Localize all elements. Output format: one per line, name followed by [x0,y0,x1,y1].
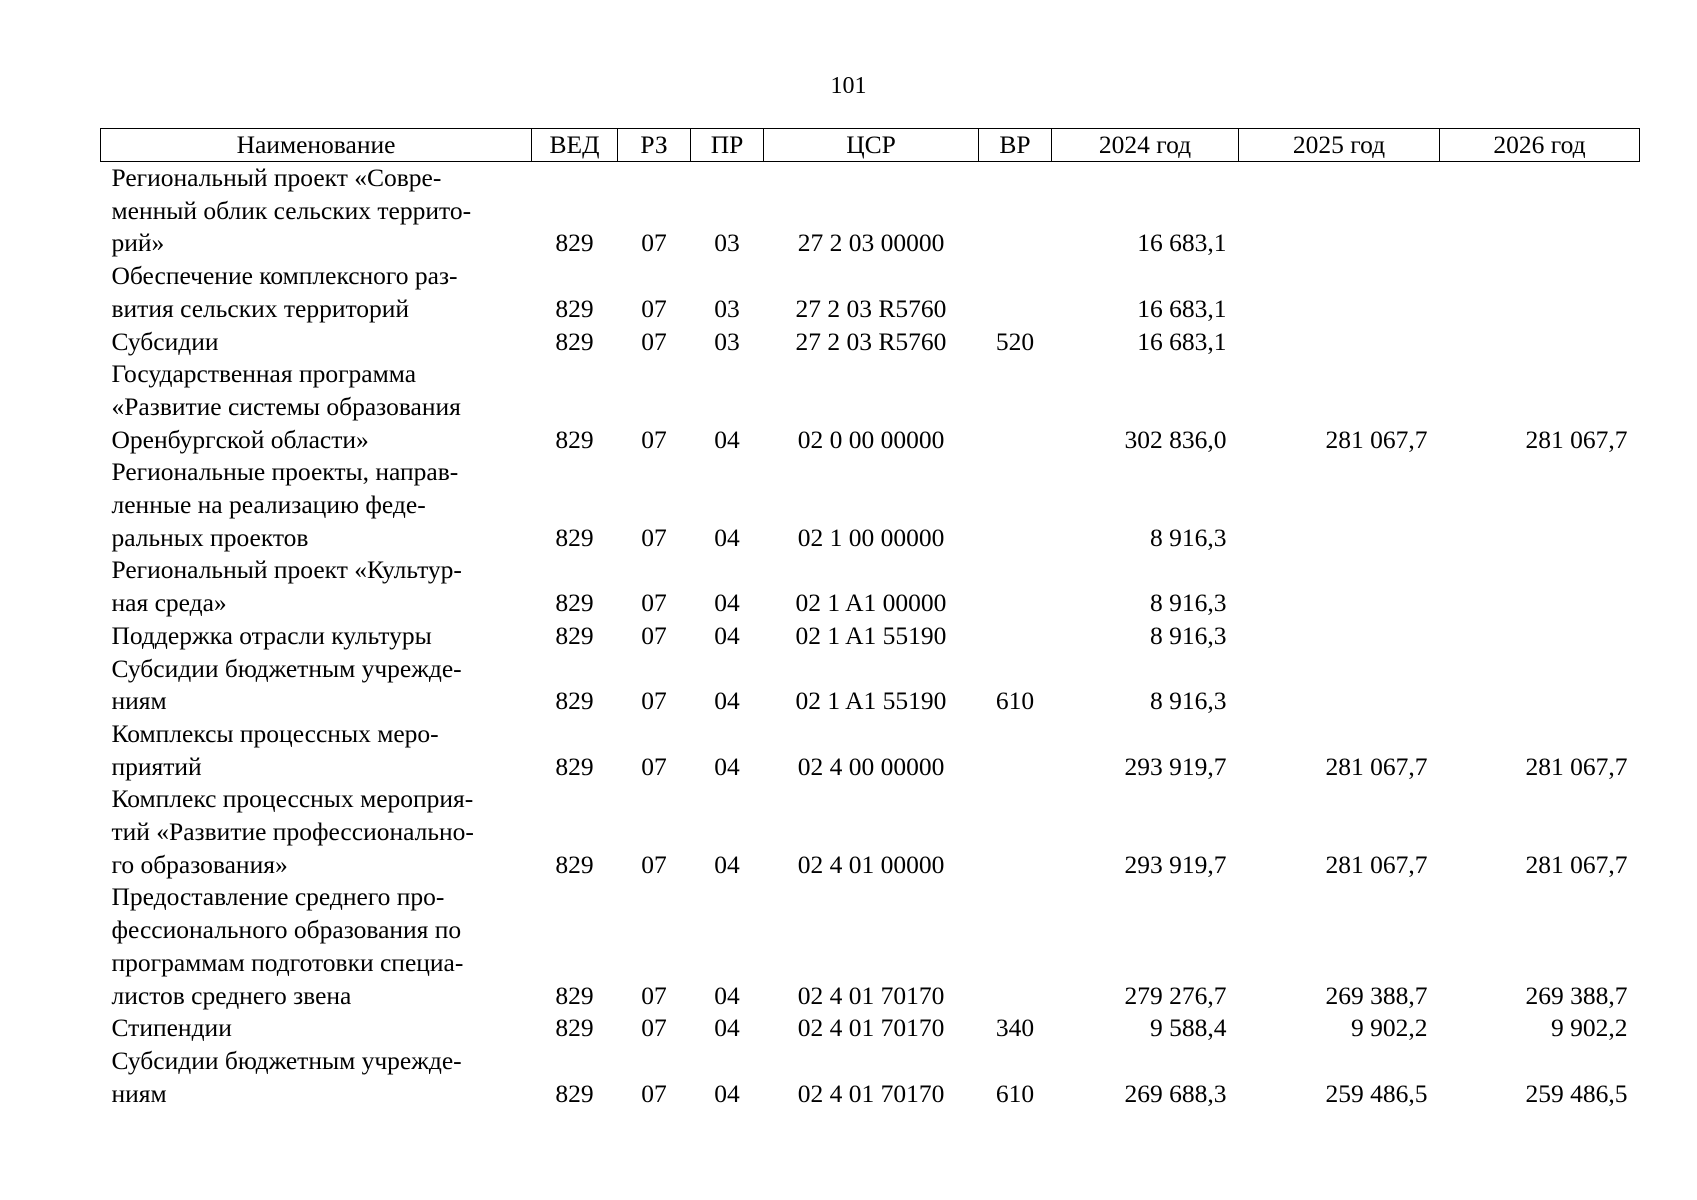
table-row [101,162,1640,261]
cell-name-line: Государственная программа [111,359,417,389]
header-ved: ВЕД [532,129,618,162]
cell-vr [979,620,1052,653]
cell-2026 [1440,456,1640,554]
cell-csr: 02 0 00 00000 [797,424,945,454]
cell-pr: 04 [714,1078,740,1108]
cell-2024: 16 683,1 [1137,326,1227,356]
cell-2026: 281 067,7 [1525,424,1628,454]
cell-name [101,881,532,1012]
cell-csr: 02 4 00 00000 [797,751,945,781]
cell-ved: 829 [555,686,594,716]
cell-name [101,1012,532,1045]
cell-name [101,620,532,653]
cell-2025: 281 067,7 [1325,849,1428,879]
cell-2026: 281 067,7 [1525,751,1628,781]
table-row [101,881,1640,1012]
cell-csr: 02 1 A1 55190 [795,686,947,716]
cell-csr: 02 1 A1 55190 [795,620,947,650]
cell-name [101,260,532,325]
cell-ved: 829 [555,522,594,552]
cell-2026: 9 902,2 [1551,1013,1628,1043]
header-2024: 2024 год [1052,129,1239,162]
cell-vr [979,554,1052,619]
cell-name-line: Субсидии бюджетным учрежде- [111,1045,462,1075]
cell-pr: 03 [714,326,740,356]
cell-2024: 293 919,7 [1124,751,1227,781]
cell-ved: 829 [555,751,594,781]
table-row [101,456,1640,554]
cell-pr: 03 [714,293,740,323]
cell-ved: 829 [555,1078,594,1108]
cell-csr: 02 1 00 00000 [797,522,945,552]
cell-2024: 269 688,3 [1124,1078,1227,1108]
cell-pr: 04 [714,980,740,1010]
cell-2025: 9 902,2 [1351,1013,1428,1043]
cell-pr: 04 [714,1013,740,1043]
cell-ved: 829 [555,980,594,1010]
cell-ved: 829 [555,849,594,879]
cell-ved: 829 [555,293,594,323]
cell-name-line: Региональный проект «Культур- [111,555,462,585]
cell-name [101,326,532,359]
table-row [101,653,1640,718]
cell-ved: 829 [555,228,594,258]
cell-2024: 293 919,7 [1124,849,1227,879]
cell-vr [979,358,1052,456]
cell-name-line: ральных проектов [111,522,309,552]
cell-rz: 07 [641,522,667,552]
cell-name-line: фессионального образования по [111,915,462,945]
cell-2026 [1440,653,1640,718]
cell-name-line: Поддержка отрасли культуры [111,620,432,650]
cell-2024: 16 683,1 [1137,293,1227,323]
header-csr: ЦСР [764,129,979,162]
table-row [101,326,1640,359]
cell-csr: 27 2 03 R5760 [795,326,947,356]
cell-ved: 829 [555,326,594,356]
cell-2024: 16 683,1 [1137,228,1227,258]
table-row [101,718,1640,783]
cell-name-line: Комплексы процессных меро- [111,718,439,748]
cell-name-line: ниям [111,686,167,716]
cell-rz: 07 [641,293,667,323]
cell-rz: 07 [641,620,667,650]
cell-name [101,358,532,456]
cell-name-line: «Развитие системы образования [111,391,461,421]
cell-name-line: Предоставление среднего про- [111,882,445,912]
table-row [101,1045,1640,1110]
cell-vr [979,783,1052,881]
cell-rz: 07 [641,1078,667,1108]
cell-name-line: рий» [111,228,165,258]
table-header [101,129,1640,162]
cell-csr: 02 1 A1 00000 [795,588,947,618]
cell-vr [979,881,1052,1012]
cell-rz: 07 [641,849,667,879]
cell-2026 [1440,326,1640,359]
cell-2025: 281 067,7 [1325,424,1428,454]
table-row [101,620,1640,653]
cell-ved: 829 [555,620,594,650]
cell-name-line: листов среднего звена [111,980,352,1010]
cell-name [101,554,532,619]
cell-rz: 07 [641,1013,667,1043]
cell-name-line: Комплекс процессных мероприя- [111,784,474,814]
cell-pr: 04 [714,424,740,454]
cell-name-line: Оренбургской области» [111,424,369,454]
cell-csr: 02 4 01 70170 [797,1078,945,1108]
cell-2025 [1239,326,1440,359]
cell-name-line: ная среда» [111,588,227,618]
budget-table [100,128,1640,1110]
table-row [101,260,1640,325]
cell-ved: 829 [555,588,594,618]
cell-name-line: Региональные проекты, направ- [111,457,459,487]
cell-2024: 9 588,4 [1150,1013,1227,1043]
cell-csr: 27 2 03 00000 [797,228,945,258]
cell-name-line: Субсидии [111,326,219,356]
cell-2026 [1440,554,1640,619]
table-row [101,358,1640,456]
cell-ved: 829 [555,1013,594,1043]
cell-2025 [1239,162,1440,261]
cell-name [101,162,532,261]
cell-name-line: программам подготовки специа- [111,947,464,977]
cell-2025: 259 486,5 [1325,1078,1428,1108]
cell-name [101,718,532,783]
cell-name-line: приятий [111,751,202,781]
cell-pr: 04 [714,588,740,618]
cell-vr [979,260,1052,325]
cell-rz: 07 [641,980,667,1010]
cell-2024: 8 916,3 [1150,620,1227,650]
cell-2024: 8 916,3 [1150,522,1227,552]
cell-2026 [1440,260,1640,325]
cell-name-line: го образования» [111,849,288,879]
table-row [101,783,1640,881]
cell-2026 [1440,620,1640,653]
cell-vr: 610 [995,686,1035,716]
cell-rz: 07 [641,751,667,781]
cell-name-line: ленные на реализацию феде- [111,490,426,520]
cell-csr: 02 4 01 70170 [797,1013,945,1043]
cell-name-line: Обеспечение комплексного раз- [111,261,458,291]
cell-2026 [1440,162,1640,261]
cell-rz: 07 [641,228,667,258]
cell-pr: 04 [714,849,740,879]
cell-pr: 03 [714,228,740,258]
table-body [101,162,1640,1111]
cell-rz: 07 [641,686,667,716]
cell-name-line: менный облик сельских террито- [111,195,472,225]
header-rz: РЗ [618,129,691,162]
cell-2026: 281 067,7 [1525,849,1628,879]
cell-rz: 07 [641,424,667,454]
cell-pr: 04 [714,522,740,552]
cell-pr: 04 [714,686,740,716]
cell-vr: 340 [995,1013,1035,1043]
cell-2026: 269 388,7 [1525,980,1628,1010]
table-row [101,1012,1640,1045]
cell-2024: 8 916,3 [1150,686,1227,716]
cell-vr [979,162,1052,261]
cell-name-line: тий «Развитие профессионально- [111,817,474,847]
cell-name [101,1045,532,1110]
cell-2025 [1239,653,1440,718]
cell-2025: 281 067,7 [1325,751,1428,781]
cell-vr: 520 [995,326,1035,356]
cell-name-line: Субсидии бюджетным учрежде- [111,653,462,683]
cell-2024: 279 276,7 [1124,980,1227,1010]
header-2025: 2025 год [1239,129,1440,162]
cell-vr [979,718,1052,783]
cell-2025 [1239,456,1440,554]
cell-ved: 829 [555,424,594,454]
cell-2025: 269 388,7 [1325,980,1428,1010]
cell-2025 [1239,620,1440,653]
cell-2025 [1239,260,1440,325]
cell-name-line: ниям [111,1078,167,1108]
cell-csr: 02 4 01 00000 [797,849,945,879]
cell-2024: 302 836,0 [1124,424,1227,454]
cell-name-line: вития сельских территорий [111,293,410,323]
cell-pr: 04 [714,620,740,650]
cell-name-line: Стипендии [111,1013,232,1043]
cell-pr: 04 [714,751,740,781]
header-name: Наименование [101,129,532,162]
table-row [101,554,1640,619]
cell-rz: 07 [641,588,667,618]
cell-csr: 27 2 03 R5760 [795,293,947,323]
cell-name [101,783,532,881]
cell-rz: 07 [641,326,667,356]
header-pr: ПР [691,129,764,162]
header-row [101,129,1640,162]
cell-vr: 610 [995,1078,1035,1108]
page-number: 101 [830,73,867,99]
header-vr: ВР [979,129,1052,162]
cell-2024: 8 916,3 [1150,588,1227,618]
cell-csr: 02 4 01 70170 [797,980,945,1010]
cell-vr [979,456,1052,554]
header-2026: 2026 год [1440,129,1640,162]
cell-name-line: Региональный проект «Совре- [111,163,442,192]
cell-name [101,456,532,554]
cell-2025 [1239,554,1440,619]
cell-name [101,653,532,718]
cell-2026: 259 486,5 [1525,1078,1628,1108]
